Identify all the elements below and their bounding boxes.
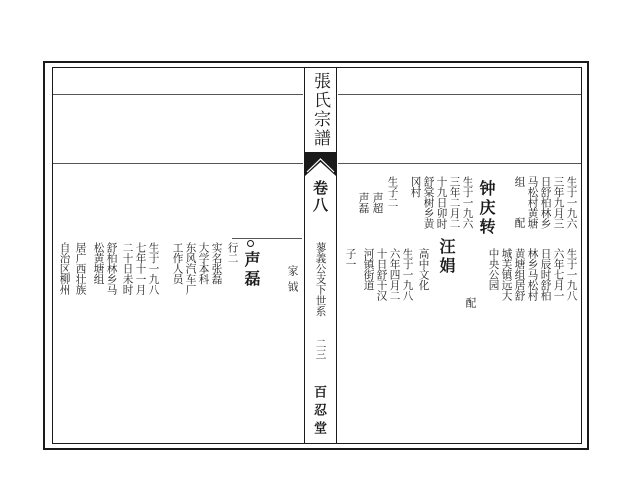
person-name-zhong: 钟庆转: [477, 180, 496, 237]
entry-zhong-col-4: 马松村黄塘: [526, 176, 539, 229]
spouse-col-3: 十九日卯时: [435, 176, 448, 229]
entry-zhong-col-3: 日舒柏林乡: [539, 176, 552, 229]
entry-wang-col-3: 日辰时舒柏: [539, 248, 552, 301]
spine-right-rule: [336, 67, 337, 444]
spouse-col-1: 生于一九六: [461, 176, 474, 229]
wang-mid-col-4: 河镇街道: [362, 248, 375, 291]
entry-wang-col-5: 黄塘组居舒: [513, 248, 526, 301]
shenglei-col-5: 生于一九八: [147, 242, 160, 295]
shenglei-col-6: 二十日未时: [121, 242, 134, 295]
wang-mid-col-2: 六年四月二: [388, 248, 401, 301]
spouse-col-5: 冈村: [409, 176, 422, 198]
wang-mid-col-5: 子一: [344, 248, 357, 270]
grid-rule-mid-right: [338, 163, 581, 164]
shenglei-col-10: 居广西壮族: [74, 242, 87, 295]
branch-marker-icon: [247, 240, 254, 247]
entry-wang-col-1: 生于一九八: [565, 248, 578, 301]
child-name-1: 声超: [371, 192, 384, 214]
spouse-role-marker: 配: [464, 297, 477, 308]
lineage-title: 蓼義公支下世系: [314, 242, 327, 317]
shenglei-col-8: 舒柏林乡马: [105, 242, 118, 295]
shenglei-col-3: 工作人员: [171, 242, 184, 285]
wang-mid-col-1: 生于一九八: [401, 248, 414, 301]
grid-rule-top-right: [338, 94, 581, 95]
household-role-2: 钺: [286, 281, 299, 292]
spouse-marker: 配: [513, 217, 526, 228]
wang-mid-col-3: 十日舒干汉: [375, 248, 388, 301]
shenglei-col-1: 实名张磊: [210, 242, 223, 285]
spouse-col-4: 舒棠树乡黄: [422, 176, 435, 229]
wang-education: 高中文化: [417, 248, 430, 291]
entry-wang-col-6: 城芙镇远大: [500, 248, 513, 301]
spouse-col-2: 三年二月二: [448, 176, 461, 229]
entry-wang-col-7: 中央公园: [487, 248, 500, 291]
children-count: 生子二: [386, 176, 399, 208]
roll-number: 卷八: [311, 180, 329, 214]
entry-zhong-col-2: 三年九月三: [552, 176, 565, 229]
volume-title: 張氏宗譜: [310, 72, 330, 148]
shenglei-col-9: 松黄塘组: [92, 242, 105, 285]
page-number: 二三: [314, 338, 327, 360]
hall-name: 百忍堂: [311, 385, 326, 439]
grid-rule-top: [53, 94, 303, 95]
birth-rank: 行二: [226, 242, 239, 264]
grid-rule-mid: [53, 163, 303, 164]
person-name-wang: 汪娟: [437, 238, 456, 276]
fish-tail-icon: [305, 152, 336, 176]
person-name-shenglei: 声磊: [242, 251, 261, 289]
spine-left-rule: [304, 67, 305, 444]
shenglei-col-11: 自治区柳州: [58, 242, 71, 295]
child-name-2: 声磊: [357, 192, 370, 214]
shenglei-col-7: 七年十一月: [134, 242, 147, 295]
entry-zhong-col-5: 组: [513, 176, 526, 187]
shenglei-col-2: 大学本科: [197, 242, 210, 285]
entry-wang-col-4: 林乡马松村: [526, 248, 539, 301]
shenglei-col-4: 东风汽车厂: [184, 242, 197, 295]
household-role: 家: [286, 265, 299, 276]
entry-zhong-col-1: 生于一九六: [565, 176, 578, 229]
entry-wang-col-2: 六年七月一: [552, 248, 565, 301]
grid-rule-lower: [232, 238, 302, 239]
